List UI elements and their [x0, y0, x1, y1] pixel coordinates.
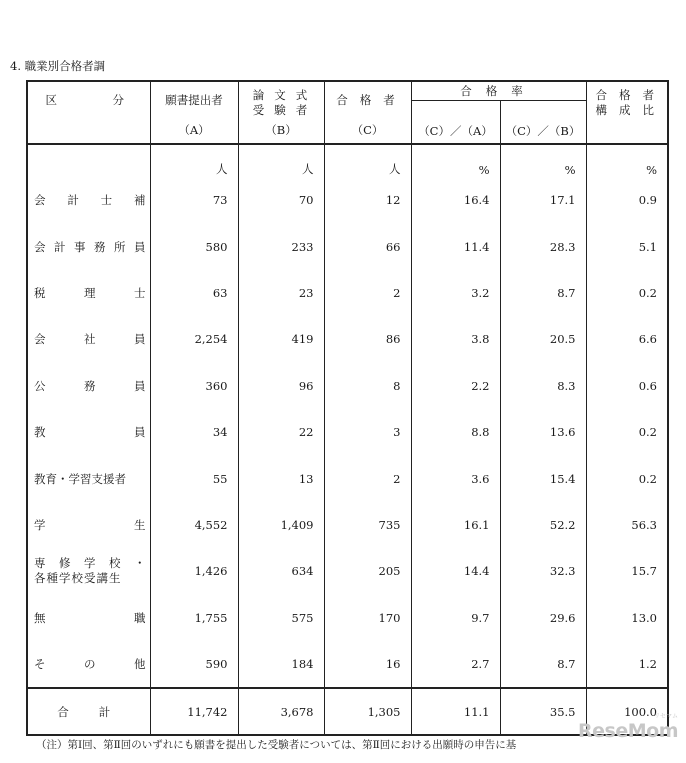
- cell-rate-ca: 3.8: [411, 316, 500, 362]
- cell-rate-cb: 8.7: [500, 641, 586, 688]
- cell-rate-cb: 15.4: [500, 455, 586, 501]
- cell-essay-takers: 23: [238, 270, 324, 316]
- cell-applicants: 55: [150, 455, 238, 501]
- cell-passers: 205: [324, 548, 411, 594]
- total-passers: 1,305: [324, 688, 411, 735]
- cell-applicants: 580: [150, 223, 238, 269]
- cell-composition: 5.1: [586, 223, 668, 269]
- cell-rate-ca: 2.2: [411, 363, 500, 409]
- cell-passers: 8: [324, 363, 411, 409]
- cell-rate-ca: 3.6: [411, 455, 500, 501]
- header-kubun: 区 分: [27, 81, 150, 144]
- row-label: 学 生: [27, 502, 150, 548]
- table-row: [27, 595, 668, 641]
- table-row: [27, 409, 668, 455]
- header-passers: 合格者 （C）: [324, 81, 411, 144]
- cell-composition: 0.9: [586, 177, 668, 223]
- cell-rate-cb: 17.1: [500, 177, 586, 223]
- cell-essay-takers: 634: [238, 548, 324, 594]
- cell-applicants: 590: [150, 641, 238, 688]
- cell-passers: 86: [324, 316, 411, 362]
- cell-rate-ca: 16.1: [411, 502, 500, 548]
- table-row: [27, 455, 668, 501]
- header-pass-rate: 合格率: [411, 81, 586, 101]
- cell-applicants: 1,755: [150, 595, 238, 641]
- row-label: 教 員: [27, 409, 150, 455]
- cell-rate-cb: 28.3: [500, 223, 586, 269]
- unit: %: [500, 144, 586, 177]
- row-label: 無 職: [27, 595, 150, 641]
- unit: %: [411, 144, 500, 177]
- cell-composition: 13.0: [586, 595, 668, 641]
- units-row: [27, 144, 668, 177]
- cell-passers: 2: [324, 270, 411, 316]
- cell-passers: 170: [324, 595, 411, 641]
- cell-applicants: 34: [150, 409, 238, 455]
- total-row: [27, 688, 668, 735]
- units-label: [27, 144, 150, 177]
- total-rate-cb: 35.5: [500, 688, 586, 735]
- cell-composition: 0.2: [586, 409, 668, 455]
- cell-passers: 16: [324, 641, 411, 688]
- table-row: [27, 316, 668, 362]
- unit: 人: [150, 144, 238, 177]
- cell-applicants: 1,426: [150, 548, 238, 594]
- table-row: [27, 363, 668, 409]
- cell-applicants: 360: [150, 363, 238, 409]
- footnote: （注）第Ⅰ回、第Ⅱ回のいずれにも願書を提出した受験者については、第Ⅱ回における出願時の申告に基: [36, 739, 517, 751]
- unit: 人: [238, 144, 324, 177]
- total-composition: 100.0: [586, 688, 668, 735]
- cell-essay-takers: 1,409: [238, 502, 324, 548]
- header-composition: 合格者 構成比: [586, 81, 668, 144]
- table-row: [27, 270, 668, 316]
- table-row: [27, 641, 668, 688]
- row-label: 教育・学習支援者: [27, 455, 150, 501]
- header-applicants: 願書提出者 （A）: [150, 81, 238, 144]
- cell-essay-takers: 96: [238, 363, 324, 409]
- cell-rate-ca: 16.4: [411, 177, 500, 223]
- total-applicants: 11,742: [150, 688, 238, 735]
- row-label: 税 理 士: [27, 270, 150, 316]
- cell-essay-takers: 22: [238, 409, 324, 455]
- unit: 人: [324, 144, 411, 177]
- unit: %: [586, 144, 668, 177]
- cell-rate-cb: 8.3: [500, 363, 586, 409]
- total-essay-takers: 3,678: [238, 688, 324, 735]
- cell-rate-cb: 13.6: [500, 409, 586, 455]
- cell-rate-cb: 29.6: [500, 595, 586, 641]
- row-label: 公 務 員: [27, 363, 150, 409]
- header-rate-ca: （C）／（A）: [411, 101, 500, 145]
- cell-composition: 56.3: [586, 502, 668, 548]
- cell-composition: 0.6: [586, 363, 668, 409]
- cell-applicants: 73: [150, 177, 238, 223]
- table-title: 4. 職業別合格者調: [10, 59, 106, 73]
- header-essay-takers: 論文式 受験者 （B）: [238, 81, 324, 144]
- cell-rate-ca: 2.7: [411, 641, 500, 688]
- row-label: そ の 他: [27, 641, 150, 688]
- table-row: [27, 502, 668, 548]
- cell-rate-ca: 11.4: [411, 223, 500, 269]
- cell-rate-ca: 9.7: [411, 595, 500, 641]
- cell-rate-cb: 20.5: [500, 316, 586, 362]
- table-row: [27, 223, 668, 269]
- total-label: 合計: [27, 688, 150, 735]
- cell-composition: 0.2: [586, 270, 668, 316]
- cell-rate-ca: 3.2: [411, 270, 500, 316]
- cell-passers: 735: [324, 502, 411, 548]
- cell-rate-cb: 52.2: [500, 502, 586, 548]
- cell-applicants: 2,254: [150, 316, 238, 362]
- cell-essay-takers: 233: [238, 223, 324, 269]
- cell-rate-ca: 8.8: [411, 409, 500, 455]
- cell-passers: 66: [324, 223, 411, 269]
- resemom-watermark-logo: ReseMom リセマム: [578, 713, 678, 742]
- cell-passers: 2: [324, 455, 411, 501]
- cell-composition: 1.2: [586, 641, 668, 688]
- row-label: 会 計 事 務 所 員: [27, 223, 150, 269]
- cell-rate-cb: 8.7: [500, 270, 586, 316]
- cell-essay-takers: 13: [238, 455, 324, 501]
- cell-passers: 12: [324, 177, 411, 223]
- cell-essay-takers: 575: [238, 595, 324, 641]
- cell-essay-takers: 184: [238, 641, 324, 688]
- row-label: 専 修 学 校 ・ 各種学校受講生: [27, 548, 150, 594]
- cell-composition: 6.6: [586, 316, 668, 362]
- table-row: [27, 548, 668, 594]
- cell-essay-takers: 419: [238, 316, 324, 362]
- cell-applicants: 4,552: [150, 502, 238, 548]
- cell-applicants: 63: [150, 270, 238, 316]
- total-rate-ca: 11.1: [411, 688, 500, 735]
- cell-rate-ca: 14.4: [411, 548, 500, 594]
- cell-essay-takers: 70: [238, 177, 324, 223]
- table-row: [27, 177, 668, 223]
- header-rate-cb: （C）／（B）: [500, 101, 586, 145]
- cell-composition: 0.2: [586, 455, 668, 501]
- cell-rate-cb: 32.3: [500, 548, 586, 594]
- cell-passers: 3: [324, 409, 411, 455]
- cell-composition: 15.7: [586, 548, 668, 594]
- row-label: 会 社 員: [27, 316, 150, 362]
- row-label: 会 計 士 補: [27, 177, 150, 223]
- occupation-passers-table: [26, 80, 669, 736]
